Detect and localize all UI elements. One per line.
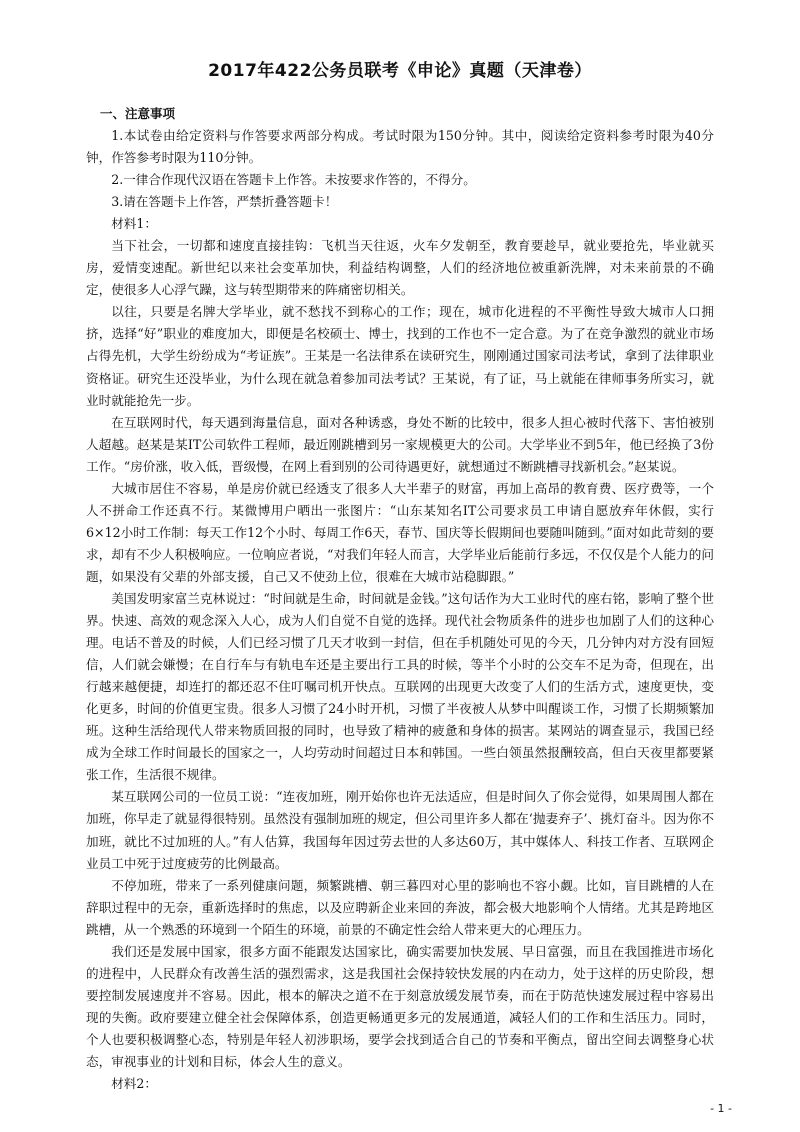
paragraph: 美国发明家富兰克林说过：“时间就是生命，时间就是金钱。”这句话作为大工业时代的座右铭，影响了整个世界。快速、高效的观念深入人心，成为人们自觉不自觉的选择。现代社会物质条件的进步也加剧了人们的这种心理。电话不普及的时候，人们已经习惯了几天才收到一封信，但在手机随处可见的今天，几分钟内对方没有回短信，人们就会嫌慢；在自行车与有轨电车还是主要出行工具的时候，等半个小时的公交车不足为奇，但现在，出行越来越便捷，却连打的都还忍不住叮嘱司机开快点。互联网的出现更大改变了人们的生活方式，速度更快，变化更多，时间的价值更宝贵。很多人习惯了24小时开机，习惯了半夜被人从梦中叫醒谈工作，习惯了长期频繁加班。这种生活给现代人带来物质回报的同时，也导致了精神的疲惫和身体的损害。某网站的调查显示，我国已经成为全球工作时间最长的国家之一，人均劳动时间超过日本和韩国。一些白领虽然报酬较高，但白天夜里都要紧张工作，生活很不规律。: [86, 590, 714, 783]
material-2-label: 材料2：: [111, 1076, 157, 1092]
paragraph-note-2: 2.一律合作现代汉语在答题卡上作答。未按要求作答的，不得分。: [111, 172, 476, 188]
paragraph: 不停加班，带来了一系列健康问题，频繁跳槽、朝三暮四对心里的影响也不容小觑。比如，盲目跳槽的人在辞职过程中的无奈，重新选择时的焦虑，以及应聘新企业来回的奔波，都会极大地影响个人情绪。尤其是跨地区跳槽，从一个熟悉的环境到一个陌生的环境，前景的不确定性会给人带来更大的心理压力。: [86, 877, 714, 937]
page-number: - 1 -: [710, 1102, 732, 1115]
paragraph: 当下社会，一切都和速度直接挂钩：飞机当天往返，火车夕发朝至，教育要趁早，就业要抢先，毕业就买房，爱情变速配。新世纪以来社会变革加快，利益结构调整，人们的经济地位被重新洗牌，对未来前景的不确定，使很多人心浮气躁，这与转型期带来的阵痛密切相关。: [86, 238, 714, 298]
paragraph: 某互联网公司的一位员工说：“连夜加班，刚开始你也许无法适应，但是时间久了你会觉得，如果周围人都在加班，你早走了就显得很特别。虽然没有强制加班的规定，但公司里许多人都在‘抛妻弃子’、挑灯奋斗。因为你不加班，就比不过加班的人。”有人估算，我国每年因过劳去世的人多达60万，其中媒体人、科技工作者、互联网企业员工中死于过度疲劳的比例最高。: [86, 789, 714, 871]
paragraph: 大城市居住不容易，单是房价就已经透支了很多人大半辈子的财富，再加上高昂的教育费、医疗费等，一个人不拼命工作还真不行。某微博用户晒出一张图片：“山东某知名IT公司要求员工申请自愿放弃年休假，实行6×12小时工作制：每天工作12个小时、每周工作6天，春节、国庆等长假期间也要随叫随到。”面对如此苛刻的要求，却有不少人积极响应。一位响应者说，“对我们年轻人而言，大学毕业后能前行多远，不仅仅是个人能力的问题，如果没有父辈的外部支援，自己又不使劲上位，很难在大城市站稳脚跟。”: [86, 480, 714, 584]
paragraph: 以往，只要是名牌大学毕业，就不愁找不到称心的工作；现在，城市化进程的不平衡性导致大城市人口拥挤，选择“好”职业的难度加大，即便是名校硕士、博士，找到的工作也不一定合意。为了在竞争激烈的就业市场占得先机，大学生纷纷成为“考证族”。王某是一名法律系在读研究生，刚刚通过国家司法考试，拿到了法律职业资格证。研究生还没毕业，为什么现在就急着参加司法考试？王某说，有了证，马上就能在律师事务所实习，就业时就能抢先一步。: [86, 304, 714, 408]
document-body: [86, 104, 714, 1095]
paragraph-note-3: 3.请在答题卡上作答，严禁折叠答题卡！: [111, 194, 338, 210]
document-title: 2017年422公务员联考《申论》真题（天津卷）: [208, 61, 592, 81]
section-heading: 一、注意事项: [100, 106, 176, 121]
paragraph-note-1: 1.本试卷由给定资料与作答要求两部分构成。考试时限为150分钟。其中，阅读给定资料参考时限为40分钟，作答参考时限为110分钟。: [86, 128, 714, 166]
paragraph: 在互联网时代，每天遇到海量信息，面对各种诱惑，身处不断的比较中，很多人担心被时代落下、害怕被别人超越。赵某是某IT公司软件工程师，最近刚跳槽到另一家规模更大的公司。大学毕业不到5年，他已经换了3份工作。“房价涨，收入低，晋级慢，在网上看到别的公司待遇更好，就想通过不断跳槽寻找新机会。”赵某说。: [86, 414, 714, 474]
paragraph: 我们还是发展中国家，很多方面不能跟发达国家比，确实需要加快发展、早日富强，而且在我国推进市场化的进程中，人民群众有改善生活的强烈需求，这是我国社会保持较快发展的内在动力，处于这样的历史阶段，想要控制发展速度并不容易。因此，根本的解决之道不在于刻意放缓发展节奏，而在于防范快速发展过程中容易出现的失衡。政府要建立健全社会保障体系，创造更畅通更多元的发展通道，减轻人们的工作和生活压力。同时，个人也要积极调整心态，特别是年轻人初涉职场，要学会找到适合自己的节奏和平衡点，留出空间去调整身心状态，审视事业的计划和目标，体会人生的意义。: [86, 943, 714, 1069]
material-1-label: 材料1：: [111, 216, 157, 232]
